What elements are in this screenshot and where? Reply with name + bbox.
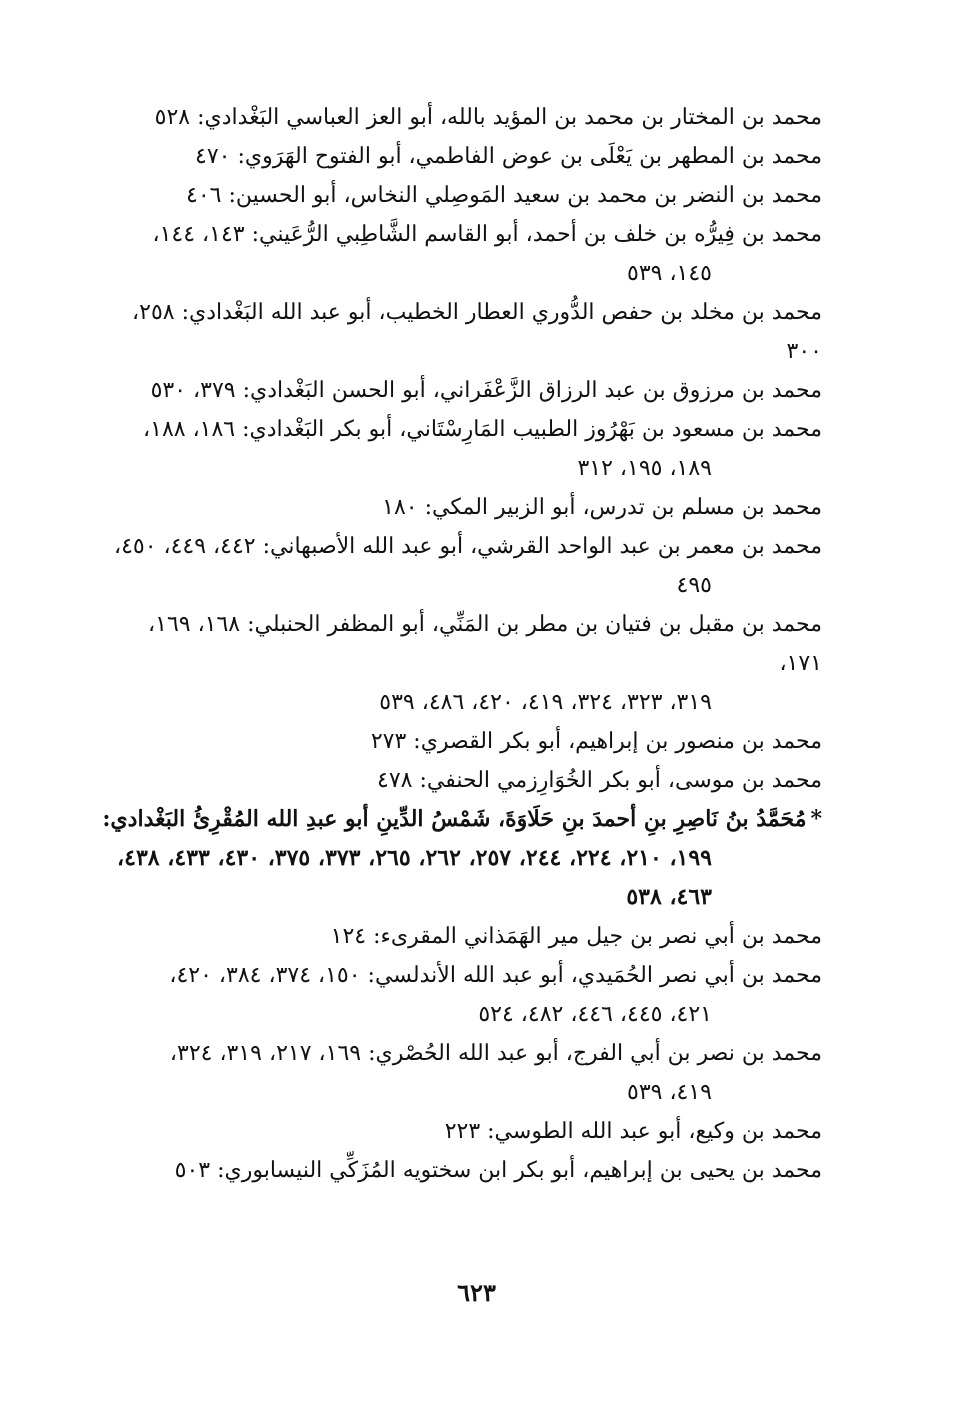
entry-name: محمد بن مسعود بن بَهْرُوز الطبيب المَارِسْتَاني، أبو بكر البَغْدادي: ١٨٦، ١٨٨، (143, 417, 822, 442)
index-entry (100, 371, 822, 410)
index-entry (100, 137, 822, 176)
index-entry (100, 1112, 822, 1151)
index-entry (100, 176, 822, 215)
page-number: ٦٢٣ (457, 1278, 496, 1307)
entry-pages: ١٨٩، ١٩٥، ٣١٢ (577, 456, 712, 481)
index-entry (100, 98, 822, 137)
index-entry (100, 1151, 822, 1190)
entry-pages: ٣١٩، ٣٢٣، ٣٢٤، ٤١٩، ٤٢٠، ٤٨٦، ٥٣٩ (379, 690, 712, 715)
index-entry (100, 605, 822, 722)
entry-name: محمد بن يحيى بن إبراهيم، أبو بكر ابن سختويه المُزَكِّي النيسابوري: ٥٠٣ (174, 1158, 822, 1183)
entry-name: محمد بن أبي نصر بن جيل مير الهَمَذاني المقرىء: ١٢٤ (330, 924, 822, 949)
index-entry (100, 410, 822, 488)
entry-name-text: مُحَمَّدُ بنُ نَاصِرِ بنِ أحمدَ بنِ حَلَاوَةَ، شَمْسُ الدِّينِ أبو عبدِ الله المُقْرِئُ البَغْدادي: (102, 806, 807, 832)
entry-pages: ٤١٩، ٥٣٩ (627, 1080, 712, 1105)
entry-name: محمد بن فِيرُّه بن خلف بن أحمد، أبو القاسم الشَّاطِبي الرُّعَيني: ١٤٣، ١٤٤، (152, 222, 822, 247)
index-entry (100, 293, 822, 371)
entry-name: محمد بن موسى، أبو بكر الخُوَارِزمي الحنفي: ٤٧٨ (377, 768, 822, 793)
entry-pages: ٤٢١، ٤٤٥، ٤٤٦، ٤٨٢، ٥٢٤ (478, 1002, 712, 1027)
entry-name: محمد بن مسلم بن تدرس، أبو الزبير المكي: ١٨٠ (382, 495, 822, 520)
entry-name: محمد بن منصور بن إبراهيم، أبو بكر القصري: ٢٧٣ (370, 729, 822, 754)
index-entry-featured (100, 800, 822, 917)
entry-name: محمد بن معمر بن عبد الواحد القرشي، أبو عبد الله الأصبهاني: ٤٤٢، ٤٤٩، ٤٥٠، (113, 534, 822, 559)
index-entry (100, 956, 822, 1034)
index-entry (100, 527, 822, 605)
entry-name (100, 800, 822, 839)
entry-name: محمد بن النضر بن محمد بن سعيد المَوصِلي النخاس، أبو الحسين: ٤٠٦ (186, 183, 822, 208)
entry-name: محمد بن المطهر بن يَعْلَى بن عوض الفاطمي، أبو الفتوح الهَرَوي: ٤٧٠ (195, 144, 822, 169)
entry-name: محمد بن أبي نصر الحُمَيدي، أبو عبد الله الأندلسي: ١٥٠، ٣٧٤، ٣٨٤، ٤٢٠، (169, 963, 822, 988)
index-entry (100, 761, 822, 800)
index-page (100, 98, 822, 1190)
star-marker: * (810, 806, 822, 832)
entry-name: محمد بن وكيع، أبو عبد الله الطوسي: ٢٢٣ (444, 1119, 822, 1144)
index-entry (100, 917, 822, 956)
entry-name: محمد بن نصر بن أبي الفرج، أبو عبد الله الحُصْري: ١٦٩، ٢١٧، ٣١٩، ٣٢٤، (169, 1041, 822, 1066)
entry-pages: ٤٩٥ (676, 573, 712, 598)
entry-pages: ١٩٩، ٢١٠، ٢٢٤، ٢٤٤، ٢٥٧، ٢٦٢، ٢٦٥، ٣٧٣، ٣٧٥، ٤٣٠، ٤٣٣، ٤٣٨، ٤٦٣، ٥٣٨ (117, 845, 712, 910)
entry-name: محمد بن مرزوق بن عبد الرزاق الزَّعْفَراني، أبو الحسن البَغْدادي: ٣٧٩، ٥٣٠ (150, 378, 822, 403)
index-entry (100, 215, 822, 293)
index-entry (100, 722, 822, 761)
index-entry (100, 488, 822, 527)
entry-name: محمد بن مقبل بن فتيان بن مطر بن المَنِّي، أبو المظفر الحنبلي: ١٦٨، ١٦٩، ١٧١، (148, 612, 822, 676)
entry-pages: ١٤٥، ٥٣٩ (627, 261, 712, 286)
entry-name: محمد بن المختار بن محمد بن المؤيد بالله، أبو العز العباسي البَغْدادي: ٥٢٨ (154, 105, 822, 130)
index-entry (100, 1034, 822, 1112)
entry-name: محمد بن مخلد بن حفص الدُّوري العطار الخطيب، أبو عبد الله البَغْدادي: ٢٥٨، ٣٠٠ (132, 300, 822, 364)
